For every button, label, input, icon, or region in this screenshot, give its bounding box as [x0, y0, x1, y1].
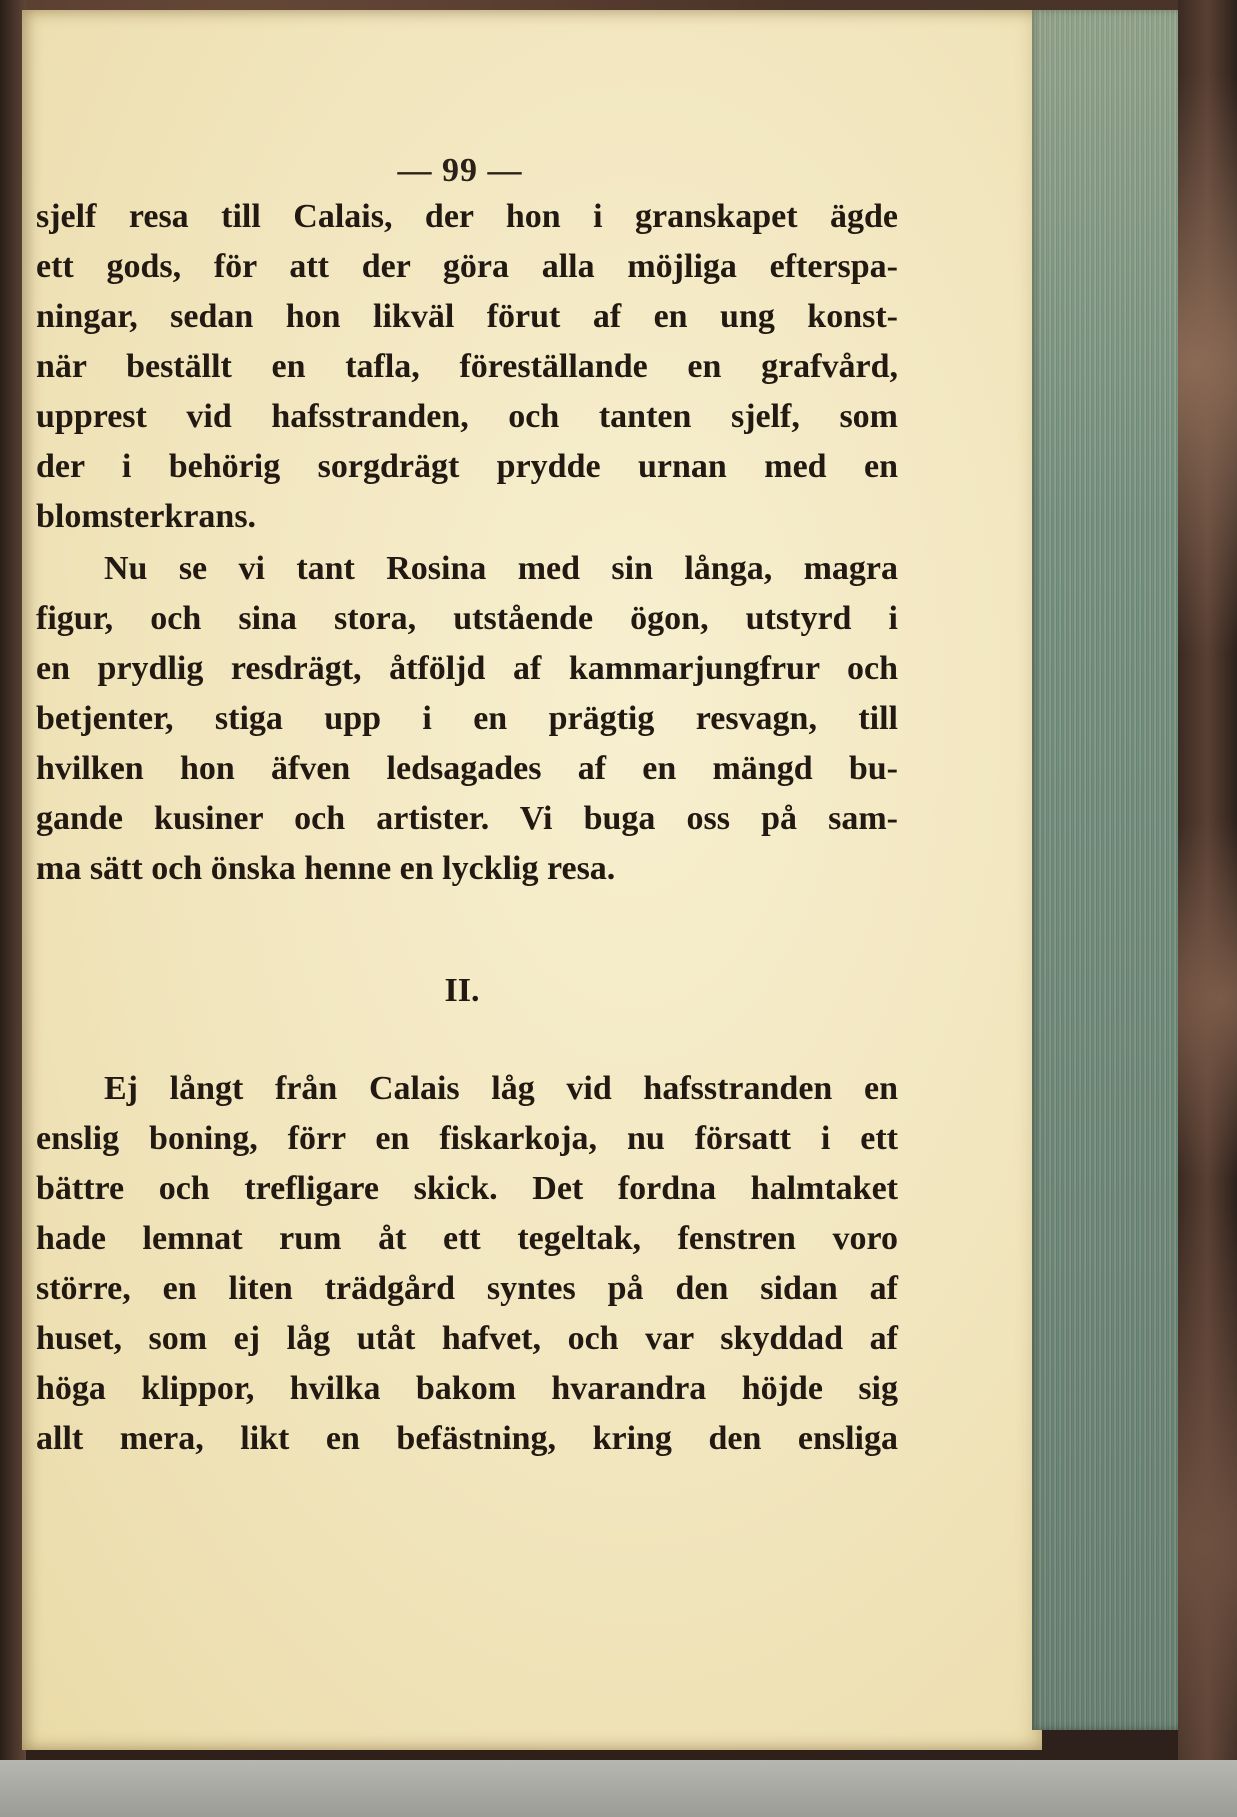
page-edges: [1032, 10, 1182, 1730]
text-line: betjenter, stiga upp i en prägtig resvagn, till: [36, 700, 898, 737]
text-line: sjelf resa till Calais, der hon i granskapet ägde: [36, 198, 898, 235]
text-line: hvilken hon äfven ledsagades af en mängd bu-: [36, 750, 898, 787]
text-line: upprest vid hafsstranden, och tanten sjelf, som: [36, 398, 898, 435]
book-cover-right: [1178, 0, 1237, 1817]
text-line: huset, som ej låg utåt hafvet, och var skyddad af: [36, 1320, 898, 1357]
section-heading: II.: [444, 972, 480, 1009]
text-line: blomsterkrans.: [36, 498, 257, 535]
text-line: hade lemnat rum åt ett tegeltak, fenstren voro: [36, 1220, 898, 1257]
text-line: enslig boning, förr en fiskarkoja, nu försatt i ett: [36, 1120, 898, 1157]
text-line: allt mera, likt en befästning, kring den ensliga: [36, 1420, 898, 1457]
text-line: större, en liten trädgård syntes på den sidan af: [36, 1270, 898, 1307]
text-line: Nu se vi tant Rosina med sin långa, magra: [104, 550, 898, 587]
text-line: gande kusiner och artister. Vi buga oss på sam-: [36, 800, 898, 837]
text-line: Ej långt från Calais låg vid hafsstranden en: [104, 1070, 898, 1107]
text-line: ma sätt och önska henne en lycklig resa.: [36, 850, 616, 887]
background-surface: [0, 1760, 1237, 1817]
text-line: när beställt en tafla, föreställande en grafvård,: [36, 348, 898, 385]
page-number: — 99 —: [397, 152, 523, 189]
text-line: en prydlig resdrägt, åtföljd af kammarjungfrur och: [36, 650, 898, 687]
text-line: figur, och sina stora, utstående ögon, utstyrd i: [36, 600, 898, 637]
text-line: höga klippor, hvilka bakom hvarandra höjde sig: [36, 1370, 898, 1407]
page-text: [22, 0, 1032, 1740]
text-line: der i behörig sorgdrägt prydde urnan med en: [36, 448, 898, 485]
text-line: bättre och trefligare skick. Det fordna halmtaket: [36, 1170, 898, 1207]
text-line: ett gods, för att der göra alla möjliga efterspa-: [36, 248, 898, 285]
text-line: ningar, sedan hon likväl förut af en ung konst-: [36, 298, 898, 335]
